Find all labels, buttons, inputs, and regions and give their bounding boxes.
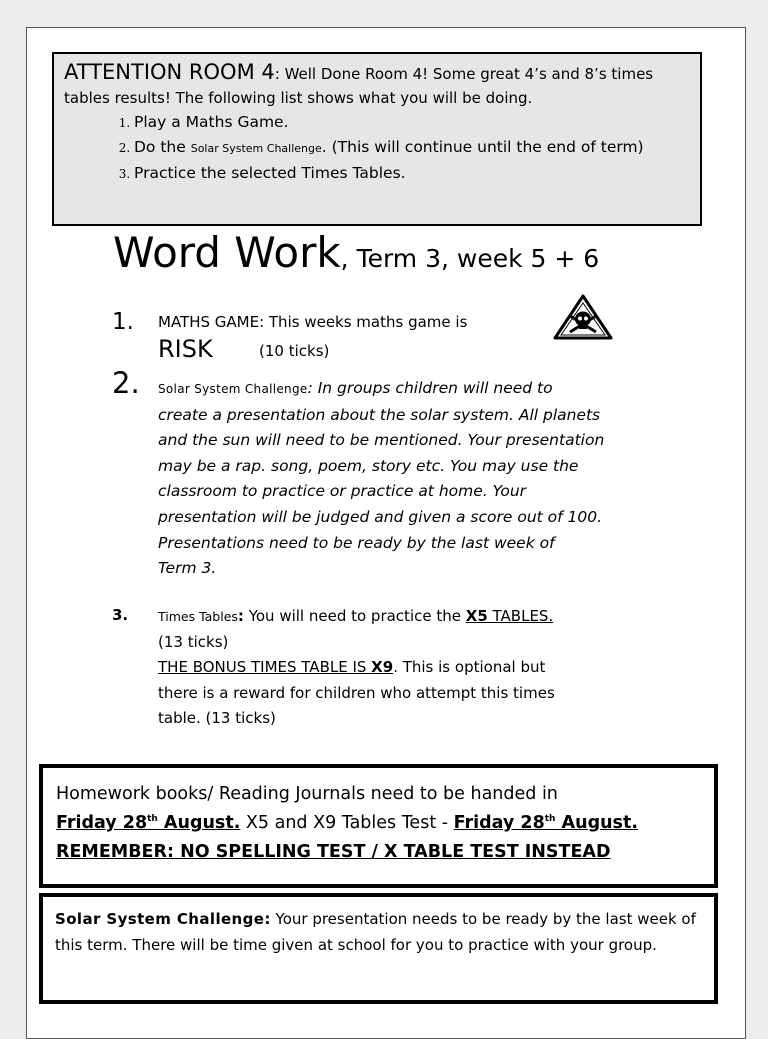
- item-number: 3.: [112, 606, 129, 624]
- bonus-text: . This is optional but: [393, 658, 546, 676]
- solar-challenge-colon: :: [307, 379, 313, 397]
- homework-box: [39, 764, 718, 888]
- solar-line: and the sun will need to be mentioned. Your presentation: [158, 431, 605, 450]
- page-title: [113, 228, 599, 277]
- solar-challenge-box-label: Solar System Challenge:: [55, 910, 271, 928]
- solar-line: Presentations need to be ready by the last week of: [158, 533, 555, 552]
- date-suffix: th: [544, 814, 556, 825]
- times-table-value: X5: [465, 607, 488, 625]
- solar-challenge-box-text: Your presentation needs to be ready by the last week of this term. There will be time given at school for you to practice with your group.: [55, 910, 696, 954]
- maths-game-name: RISK: [158, 335, 213, 363]
- maths-game-line: MATHS GAME: This weeks maths game is: [158, 313, 468, 331]
- times-tables-ticks: (13 ticks): [158, 632, 229, 651]
- solar-challenge-box: [39, 893, 718, 1004]
- activity-item: [134, 135, 690, 162]
- maths-game-ticks: (10 ticks): [259, 342, 330, 360]
- attention-intro: [64, 60, 690, 110]
- due-date: Friday 28: [56, 813, 148, 833]
- solar-line: classroom to practice or practice at home. Your: [158, 482, 527, 501]
- activity-text: Do the: [134, 137, 191, 156]
- item-number: 1.: [112, 309, 134, 335]
- item-number: 2.: [112, 366, 140, 400]
- bonus-text: table. (13 ticks): [158, 709, 276, 727]
- times-tables-colon: :: [237, 607, 244, 625]
- bonus-label: THE BONUS TIMES TABLE IS: [158, 658, 372, 676]
- solar-line: create a presentation about the solar system. All planets: [158, 405, 601, 424]
- times-tables-label: Times Tables: [158, 609, 238, 624]
- title-sub: , Term 3, week 5 + 6: [340, 244, 600, 273]
- bonus-text: there is a reward for children who attempt this times: [158, 683, 555, 702]
- times-tables-intro: You will need to practice the: [243, 607, 466, 625]
- date-suffix: th: [147, 814, 158, 825]
- activity-small-text: Solar System Challenge: [190, 141, 322, 155]
- solar-line: Term 3.: [158, 559, 217, 578]
- activity-list: [64, 110, 690, 186]
- skull-warning-icon: [553, 294, 613, 342]
- activity-item: 3. Practice the selected Times Tables.: [134, 161, 690, 186]
- bonus-table-value: X9: [371, 658, 394, 676]
- test-date-month: August.: [555, 813, 638, 833]
- tables-test-text: X5 and X9 Tables Test -: [240, 813, 454, 833]
- due-date-month: August.: [157, 813, 241, 833]
- activity-text: . (This will continue until the end of term): [321, 137, 644, 156]
- title-main: Word Work: [113, 228, 341, 277]
- homework-dates: [56, 809, 714, 838]
- reminder-text: REMEMBER: NO SPELLING TEST / X TABLE TEST INSTEAD: [56, 842, 611, 862]
- attention-box: [52, 52, 702, 226]
- solar-line: In groups children will need to: [317, 379, 553, 397]
- attention-intro-text: : Well Done Room 4! Some great 4’s and 8’s times tables results! The following list shows what you will be doing.: [64, 65, 654, 107]
- solar-line: may be a rap. song, poem, story etc. You may use the: [158, 456, 579, 475]
- homework-line: Homework books/ Reading Journals need to be handed in: [56, 784, 558, 804]
- times-tables-text: [158, 604, 555, 732]
- activity-item: 1. Play a Maths Game.: [134, 110, 690, 135]
- solar-line: presentation will be judged and given a score out of 100.: [158, 507, 603, 526]
- times-tables-word: TABLES.: [487, 607, 554, 625]
- solar-challenge-text: [158, 376, 604, 582]
- test-date: Friday 28: [453, 813, 545, 833]
- solar-challenge-label: Solar System Challenge: [158, 382, 308, 396]
- attention-title: ATTENTION ROOM 4: [64, 60, 275, 84]
